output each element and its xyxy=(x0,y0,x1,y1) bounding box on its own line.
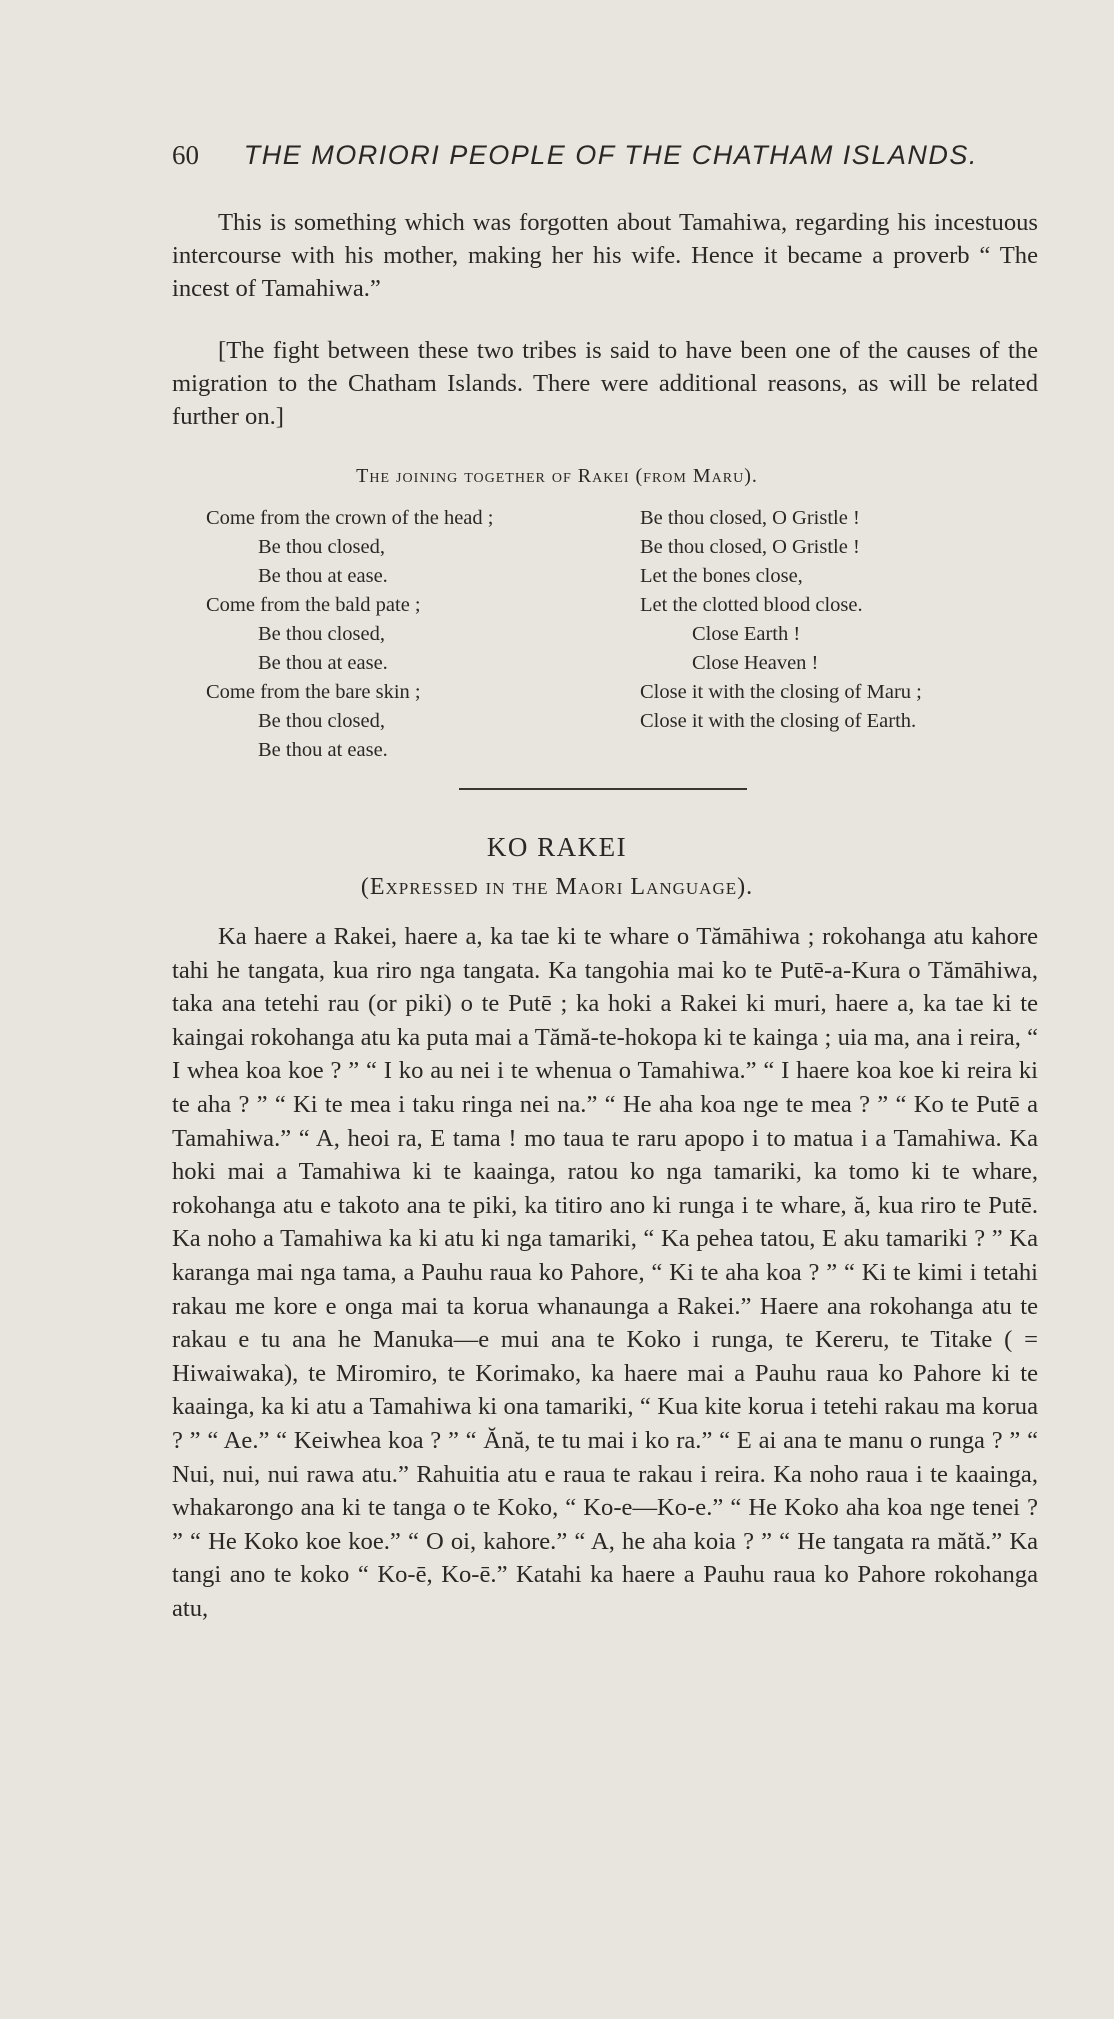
poem-right-column xyxy=(640,504,922,736)
paragraph-2 xyxy=(172,334,1038,433)
poem-line: Be thou at ease. xyxy=(258,739,388,761)
poem-line: Be thou at ease. xyxy=(258,565,388,587)
poem-line: Close Earth ! xyxy=(692,623,801,645)
paragraph-3 xyxy=(172,920,1038,1625)
poem-line: Close it with the closing of Maru ; xyxy=(640,681,922,703)
paragraph-3-text: Ka haere a Rakei, haere a, ka tae ki te whare o Tămāhiwa ; rokohanga atu kahore tahi he tangata, kua riro nga tangata. Ka tangohia mai ko te Putē-a-Kura o Tămāhiwa, taka ana tetehi rau (or piki) o te Putē ; ka hoki a Rakei ki muri, haere a, ka tae ki te kaingai rokohanga atu ka puta mai a Tămă-te-hokopa ki te kainga ; uia ma, ana i reira, “ I whea koa koe ? ” “ I ko au nei i te whenua o Tamahiwa.” “ I haere koa koe ki reira ki te aha ? ” “ Ki te mea i taku ringa nei na.” “ He aha koa nge te mea ? ” “ Ko te Putē a Tamahiwa.” “ A, heoi ra, E tama ! mo taua te raru apopo i to matua i a Tamahiwa. Ka hoki mai a Tamahiwa ki te kaainga, ratou ko nga tamariki, ka tomo ki te whare, rokohanga atu e takoto ana te piki, ka titiro ano ki runga i te whare, ă, kua riro te Putē. Ka noho a Tamahiwa ka ki atu ki nga tamariki, “ Ka pehea tatou, E aku tamariki ? ” Ka karanga mai nga tama, a Pauhu raua ko Pahore, “ Ki te aha koa ? ” “ Ki te kimi i tetahi rakau me kore e onga mai ta korua whanaunga a Rakei.” Haere ana rokohanga atu te rakau e tu ana he Manuka—e mui ana te Koko i runga, te Kereru, te Titake ( = Hiwaiwaka), te Miromiro, te Korimako, ka haere mai a Pauhu raua ko Pahore ki te kaainga, ka ki atu a Tamahiwa ki ona tamariki, “ Kua kite korua i tetehi rakau ma korua ? ” “ Ae.” “ Keiwhea koa ? ” “ Ănă, te tu mai i ko ra.” “ E ai ana te manu o runga ? ” “ Nui, nui, nui rawa atu.” Rahuitia atu e raua te rakau i reira. Ka noho raua i te kaainga, whakarongo ana ki te tanga o te Koko, “ Ko-e—Ko-e.” “ He Koko aha koa nge tenei ? ” “ He Koko koe koe.” “ O oi, kahore.” “ A, he aha koia ? ” “ He tangata ra mătă.” Ka tangi ano te koko “ Ko-ē, Ko-ē.” Katahi ka haere a Pauhu raua ko Pahore rokohanga atu, xyxy=(172,923,1038,1622)
poem-line: Be thou closed, xyxy=(258,623,385,645)
poem-line: Come from the bald pate ; xyxy=(206,594,421,616)
poem-line: Come from the crown of the head ; xyxy=(206,507,494,529)
paragraph-1-text: This is something which was forgotten about Tamahiwa, regarding his incestuous intercourse with his mother, making her his wife. Hence it became a proverb “ The incest of Tamahiwa.” xyxy=(172,209,1038,302)
poem-line: Be thou closed, xyxy=(258,536,385,558)
poem-line: Be thou closed, xyxy=(258,710,385,732)
poem-line: Be thou closed, O Gristle ! xyxy=(640,536,860,558)
section-divider xyxy=(459,788,747,790)
poem-left-column xyxy=(206,504,493,765)
paragraph-1 xyxy=(172,206,1038,305)
page-number: 60 xyxy=(172,140,199,170)
poem-line: Come from the bare skin ; xyxy=(206,681,421,703)
running-title: THE MORIORI PEOPLE OF THE CHATHAM ISLANDS. xyxy=(243,140,978,170)
poem-line: Close it with the closing of Earth. xyxy=(640,710,917,732)
section-title: KO RAKEI xyxy=(486,832,628,862)
running-header xyxy=(172,138,1042,172)
poem-line: Let the clotted blood close. xyxy=(640,594,863,616)
poem-title: The joining together of Rakei (from Maru). xyxy=(356,465,758,487)
poem-line: Be thou closed, O Gristle ! xyxy=(640,507,860,529)
poem-line: Close Heaven ! xyxy=(692,652,819,674)
paragraph-2-text: [The fight between these two tribes is said to have been one of the causes of the migration to the Chatham Islands. There were additional reasons, as will be related further on.] xyxy=(172,337,1038,430)
section-subtitle: (Expressed in the Maori Language). xyxy=(360,874,754,900)
poem-line: Let the bones close, xyxy=(640,565,803,587)
poem-line: Be thou at ease. xyxy=(258,652,388,674)
